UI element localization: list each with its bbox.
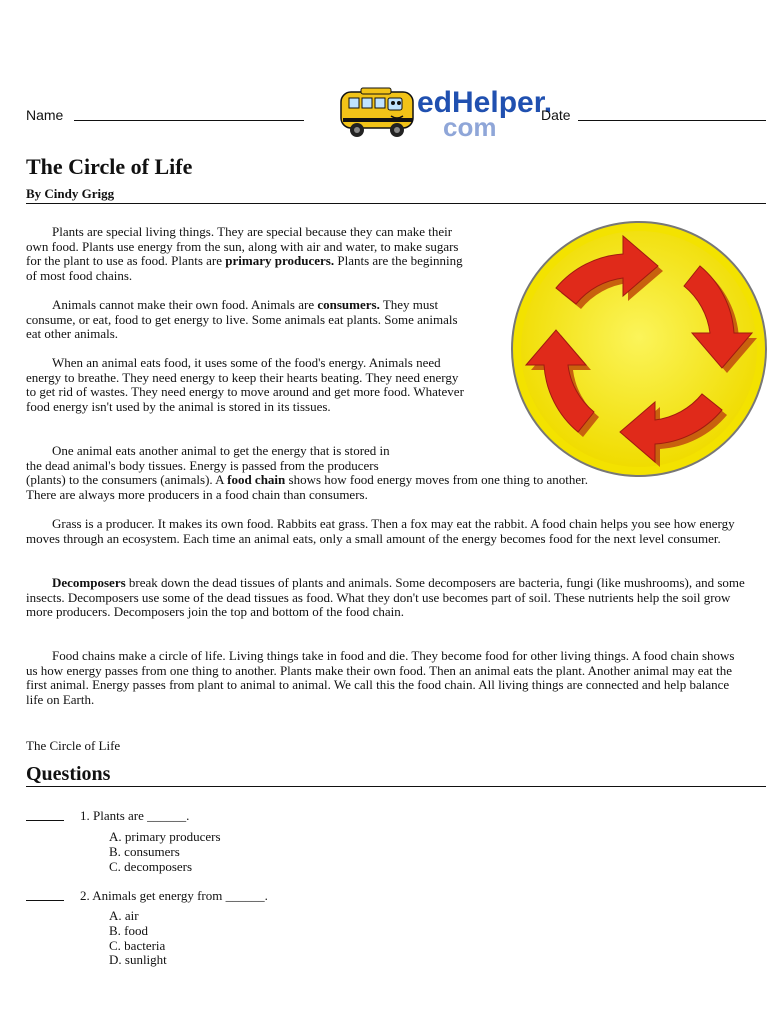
paragraph-2: Animals cannot make their own food. Animals are consumers. They must consume, or eat, food to get energy to live. Some animals eat plants. Some animals eat other animals.	[26, 297, 458, 342]
title-divider	[26, 203, 766, 204]
paragraph-1: Plants are special living things. They are special because they can make their own food. Plants use energy from the sun, along with air and water, to make sugars for the plant to use as food. Plants are primary producers. Plants are the beginning of most food chains.	[26, 224, 463, 283]
paragraph-6: Decomposers break down the dead tissues of plants and animals. Some decomposers are bacteria, fungi (like mushrooms), and some insects. Decomposers use some of the dead tissues as food. What they don't use becomes part of soil. These nutrients help the soil grow more producers. Decomposers join the top and bottom of the food chain.	[26, 575, 745, 620]
paragraph-3: When an animal eats food, it uses some of the food's energy. Animals need energy to breathe. They need energy to keep their hearts beating. They need energy to get rid of wastes. They need energy to move around and get more food. Whatever food energy isn't used by the animal is stored in its tissues.	[26, 355, 464, 414]
question-2-options	[109, 909, 167, 968]
date-label: Date	[541, 107, 571, 123]
paragraph-7: Food chains make a circle of life. Living things take in food and die. They become food for other living things. A food chain shows us how energy passes from one thing to another. Plants make their own food. Then an animal eats the plant. Another animal may eat the first animal. Energy passes from plant to animal to animal. We call this the food chain. All living things are connected and help balance life on Earth.	[26, 648, 735, 707]
page-title: The Circle of Life	[26, 154, 193, 179]
questions-divider	[26, 786, 766, 787]
questions-heading: Questions	[26, 763, 111, 785]
question-2-option: D. sunlight	[109, 952, 167, 968]
date-field[interactable]	[578, 120, 766, 121]
question-2-option: B. food	[109, 922, 148, 938]
question-1-option: B. consumers	[109, 843, 180, 859]
answer-blank-1[interactable]	[26, 820, 64, 821]
name-label: Name	[26, 107, 64, 123]
logo-text-top: edHelper.	[417, 86, 553, 119]
school-bus-icon	[341, 88, 413, 137]
question-2-option: C. bacteria	[109, 937, 166, 953]
paragraph-5: Grass is a producer. It makes its own food. Rabbits eat grass. Then a fox may eat the rabbit. A food chain helps you see how energy moves through an ecosystem. Each time an animal eats, only a small amount of the energy becomes food for the next level consumer.	[26, 516, 735, 546]
cycle-arrows-icon	[508, 218, 770, 480]
question-2-option: A. air	[109, 908, 139, 923]
question-1-options	[109, 830, 221, 874]
paragraph-4: One animal eats another animal to get the energy that is stored in the dead animal's body tissues. Energy is passed from the producers (plants) to the consumers (animals). A food chain shows how food energy moves from one thing to another. There are always more producers in a food chain than consumers.	[26, 443, 588, 502]
edhelper-logo	[335, 80, 553, 144]
name-field[interactable]	[74, 120, 304, 121]
question-1-stem: 1. Plants are ______.	[80, 808, 190, 823]
logo-text-bottom: com	[443, 112, 497, 142]
byline: By Cindy Grigg	[26, 186, 115, 201]
answer-blank-2[interactable]	[26, 900, 64, 901]
section-name: The Circle of Life	[26, 738, 121, 753]
question-1-option: C. decomposers	[109, 858, 193, 874]
question-2-stem: 2. Animals get energy from ______.	[80, 888, 268, 903]
question-1-option: A. primary producers	[109, 829, 221, 844]
